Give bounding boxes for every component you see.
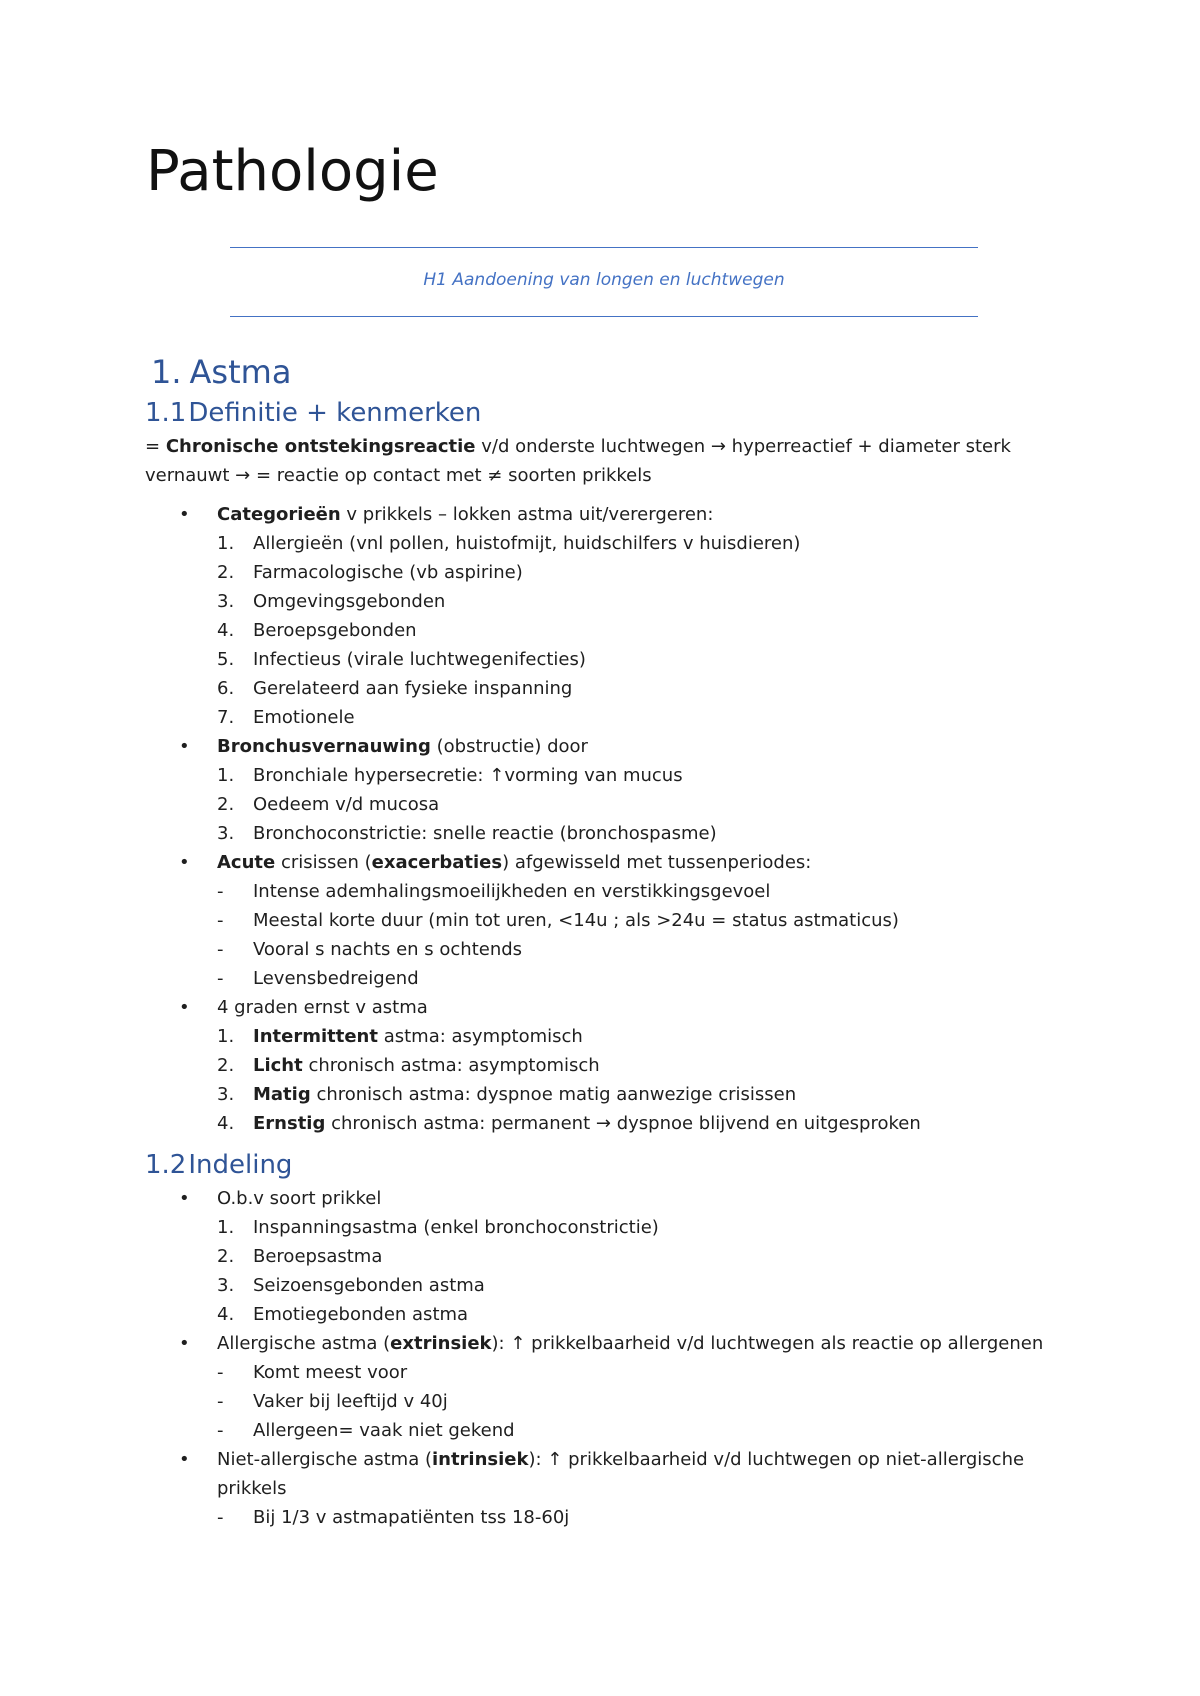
list-item: - Vaker bij leeftijd v 40j bbox=[217, 1391, 448, 1412]
list-item: 2. Oedeem v/d mucosa bbox=[217, 794, 440, 815]
acute-sublist bbox=[217, 877, 1065, 993]
list-item: • 4 graden ernst v astma 1. Intermittent astma: asymptomisch 2. Licht chronisch astma: asymptomisch 3. Matig chronisch astma: dyspnoe matig aanwezige crisissen 4. Ernstig chronisch astma: permanent → dyspnoe blijvend en uitgesproken bbox=[145, 993, 1065, 1138]
list-item: 5. Infectieus (virale luchtwegenifecties) bbox=[217, 649, 586, 670]
up-arrow-icon: ↑ bbox=[510, 1333, 526, 1354]
section-heading-astma: 1. Astma bbox=[151, 353, 292, 391]
document-content bbox=[145, 350, 1065, 1532]
bullet-icon: • bbox=[179, 997, 190, 1018]
graden-sublist bbox=[217, 1022, 1065, 1138]
list-item: 3. Bronchoconstrictie: snelle reactie (bronchospasme) bbox=[217, 823, 717, 844]
list-item: 3. Seizoensgebonden astma bbox=[217, 1275, 485, 1296]
page-title: Pathologie bbox=[146, 139, 439, 204]
up-arrow-icon: ↑ bbox=[547, 1449, 563, 1470]
bullet-icon: • bbox=[179, 1188, 190, 1209]
list-item: - Bij 1/3 v astmapatiënten tss 18-60j bbox=[217, 1507, 570, 1528]
list-item: • Allergische astma (extrinsiek): ↑ prikkelbaarheid v/d luchtwegen als reactie op allergenen - Komt meest voor - Vaker bij leeftijd v 40j - Allergeen= vaak niet gekend bbox=[145, 1329, 1065, 1445]
list-item: • O.b.v soort prikkel 1. Inspanningsastma (enkel bronchoconstrictie) 2. Beroepsastma 3. Seizoensgebonden astma 4. Emotiegebonden astma bbox=[145, 1184, 1065, 1329]
kenmerken-list bbox=[145, 500, 1065, 1138]
list-item: 1. Inspanningsastma (enkel bronchoconstrictie) bbox=[217, 1217, 659, 1238]
bullet-icon: • bbox=[179, 1449, 190, 1470]
list-item: - Vooral s nachts en s ochtends bbox=[217, 939, 523, 960]
list-item: • Acute crisissen (exacerbaties) afgewisseld met tussenperiodes: - Intense ademhalingsmoeilijkheden en verstikkingsgevoel - Meestal korte duur (min tot uren, <14u ; als >24u = status astmaticus) - Vooral s nachts en s ochtends - Levensbedreigend bbox=[145, 848, 1065, 993]
list-item: • Bronchusvernauwing (obstructie) door 1. Bronchiale hypersecretie: ↑vorming van mucus 2. Oedeem v/d mucosa 3. Bronchoconstrictie: snelle reactie (bronchospasme) bbox=[145, 732, 1065, 848]
list-item: 2. Licht chronisch astma: asymptomisch bbox=[217, 1055, 600, 1076]
categorieen-sublist bbox=[217, 529, 1065, 732]
niet-allergisch-sublist bbox=[217, 1503, 1065, 1532]
top-divider bbox=[230, 247, 978, 248]
list-item: • Categorieën v prikkels – lokken astma uit/verergeren: 1. Allergieën (vnl pollen, huistofmijt, huidschilfers v huisdieren) 2. Farmacologische (vb aspirine) 3. Omgevingsgebonden 4. Beroepsgebonden 5. Infectieus (virale luchtwegenifecties) 6. Gerelateerd aan fysieke inspanning 7. Emotionele bbox=[145, 500, 1065, 732]
list-item: 6. Gerelateerd aan fysieke inspanning bbox=[217, 678, 573, 699]
list-item: 1. Intermittent astma: asymptomisch bbox=[217, 1026, 583, 1047]
list-item: • Niet-allergische astma (intrinsiek): ↑ prikkelbaarheid v/d luchtwegen op niet-allergische prikkels - Bij 1/3 v astmapatiënten tss 18-60j bbox=[145, 1445, 1065, 1532]
list-item: 1. Bronchiale hypersecretie: ↑vorming van mucus bbox=[217, 765, 683, 786]
bullet-icon: • bbox=[179, 736, 190, 757]
list-item: 1. Allergieën (vnl pollen, huistofmijt, huidschilfers v huisdieren) bbox=[217, 533, 801, 554]
bronchusvernauwing-sublist bbox=[217, 761, 1065, 848]
bullet-icon: • bbox=[179, 1333, 190, 1354]
up-arrow-icon: ↑ bbox=[489, 765, 505, 786]
list-item: 4. Emotiegebonden astma bbox=[217, 1304, 469, 1325]
allergisch-sublist bbox=[217, 1358, 1065, 1445]
list-item: 3. Omgevingsgebonden bbox=[217, 591, 446, 612]
bottom-divider bbox=[230, 316, 978, 317]
list-item: 4. Ernstig chronisch astma: permanent → dyspnoe blijvend en uitgesproken bbox=[217, 1113, 921, 1134]
list-item: - Komt meest voor bbox=[217, 1362, 408, 1383]
list-item: 4. Beroepsgebonden bbox=[217, 620, 417, 641]
list-item: - Intense ademhalingsmoeilijkheden en verstikkingsgevoel bbox=[217, 881, 771, 902]
bullet-icon: • bbox=[179, 852, 190, 873]
indeling-list bbox=[145, 1184, 1065, 1532]
right-arrow-icon: → bbox=[710, 436, 726, 457]
obv-sublist bbox=[217, 1213, 1065, 1329]
subsection-heading-definitie: 1.1Definitie + kenmerken bbox=[145, 398, 482, 428]
list-item: 2. Farmacologische (vb aspirine) bbox=[217, 562, 523, 583]
subsection-heading-indeling: 1.2Indeling bbox=[145, 1150, 293, 1180]
list-item: - Meestal korte duur (min tot uren, <14u ; als >24u = status astmaticus) bbox=[217, 910, 899, 931]
list-item: 7. Emotionele bbox=[217, 707, 355, 728]
list-item: - Levensbedreigend bbox=[217, 968, 419, 989]
right-arrow-icon: → bbox=[595, 1113, 611, 1134]
definition-paragraph: = Chronische ontstekingsreactie v/d onderste luchtwegen → hyperreactief + diameter sterk vernauwt → = reactie op contact met ≠ soorten prikkels bbox=[145, 436, 1011, 486]
list-item: 2. Beroepsastma bbox=[217, 1246, 383, 1267]
list-item: 3. Matig chronisch astma: dyspnoe matig aanwezige crisissen bbox=[217, 1084, 797, 1105]
bullet-icon: • bbox=[179, 504, 190, 525]
chapter-subtitle: H1 Aandoening van longen en luchtwegen bbox=[423, 270, 785, 290]
list-item: - Allergeen= vaak niet gekend bbox=[217, 1420, 515, 1441]
right-arrow-icon: → bbox=[235, 465, 251, 486]
